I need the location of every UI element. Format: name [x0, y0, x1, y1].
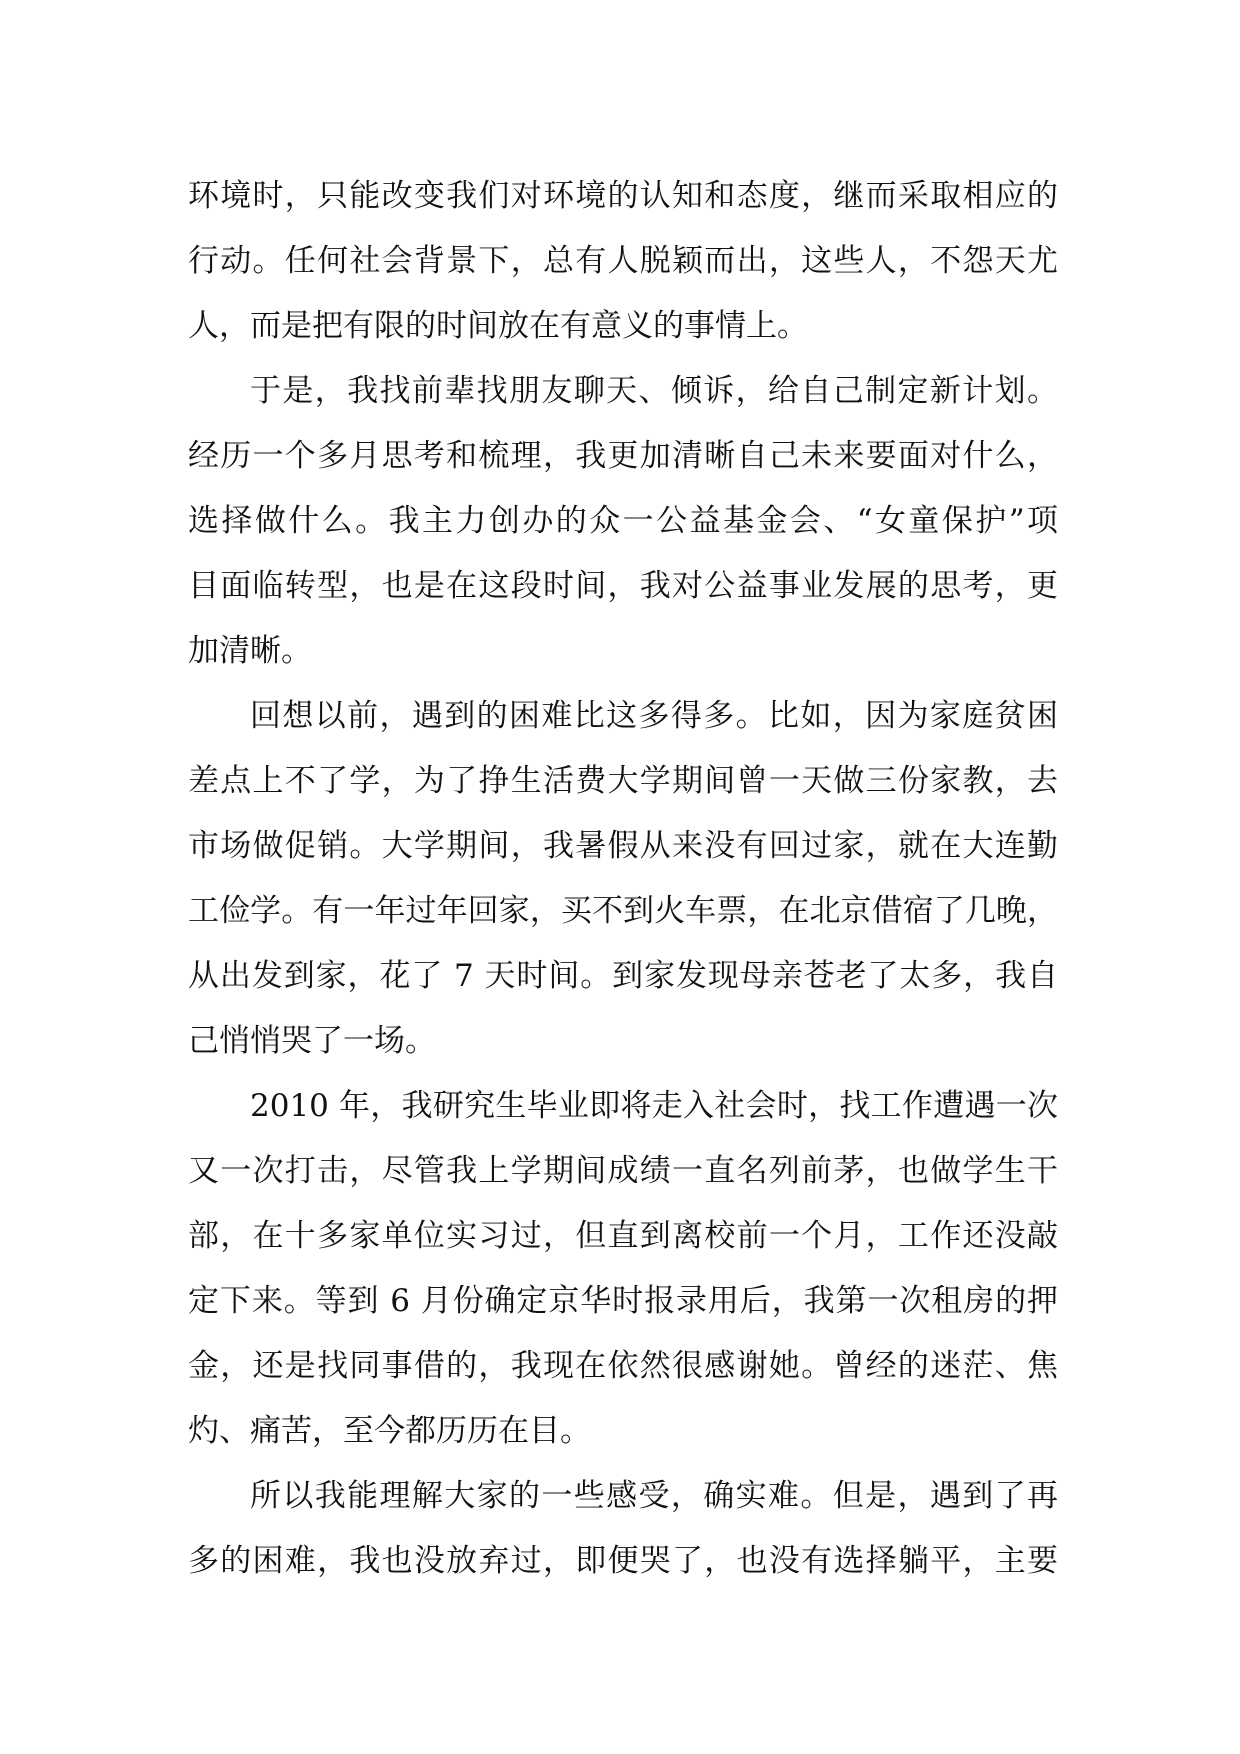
text-line: 加清晰。	[188, 633, 312, 669]
text-line: 差点上不了学，为了挣生活费大学期间曾一天做三份家教，去	[188, 763, 1058, 799]
text-line: 金，还是找同事借的，我现在依然很感谢她。曾经的迷茫、焦	[188, 1348, 1058, 1384]
paragraph-first-line: 所以我能理解大家的一些感受，确实难。但是，遇到了再	[250, 1478, 1058, 1514]
text-line: 市场做促销。大学期间，我暑假从来没有回过家，就在大连勤	[188, 828, 1058, 864]
text-line: 经历一个多月思考和梳理，我更加清晰自己未来要面对什么，	[188, 438, 1058, 474]
paragraph-first-line: 回想以前，遇到的困难比这多得多。比如，因为家庭贫困	[250, 698, 1058, 734]
paragraph-first-line: 2010 年，我研究生毕业即将走入社会时，找工作遭遇一次	[250, 1088, 1058, 1124]
text-line: 人，而是把有限的时间放在有意义的事情上。	[188, 308, 808, 344]
text-line: 灼、痛苦，至今都历历在目。	[188, 1413, 591, 1449]
text-line: 部，在十多家单位实习过，但直到离校前一个月，工作还没敲	[188, 1218, 1058, 1254]
text-line: 定下来。等到 6 月份确定京华时报录用后，我第一次租房的押	[188, 1283, 1058, 1319]
text-line: 多的困难，我也没放弃过，即便哭了，也没有选择躺平，主要	[188, 1543, 1058, 1579]
text-line: 环境时，只能改变我们对环境的认知和态度，继而采取相应的	[188, 178, 1058, 214]
text-line: 己悄悄哭了一场。	[188, 1023, 436, 1059]
text-line: 工俭学。有一年过年回家，买不到火车票，在北京借宿了几晚，	[188, 893, 1058, 929]
text-line: 又一次打击，尽管我上学期间成绩一直名列前茅，也做学生干	[188, 1153, 1058, 1189]
text-line: 目面临转型，也是在这段时间，我对公益事业发展的思考，更	[188, 568, 1058, 604]
text-line: 选择做什么。我主力创办的众一公益基金会、“女童保护”项	[188, 503, 1058, 539]
text-line: 行动。任何社会背景下，总有人脱颖而出，这些人，不怨天尤	[188, 243, 1058, 279]
paragraph-first-line: 于是，我找前辈找朋友聊天、倾诉，给自己制定新计划。	[250, 373, 1058, 409]
body-text	[188, 164, 1058, 1594]
text-line: 从出发到家，花了 7 天时间。到家发现母亲苍老了太多，我自	[188, 958, 1058, 994]
